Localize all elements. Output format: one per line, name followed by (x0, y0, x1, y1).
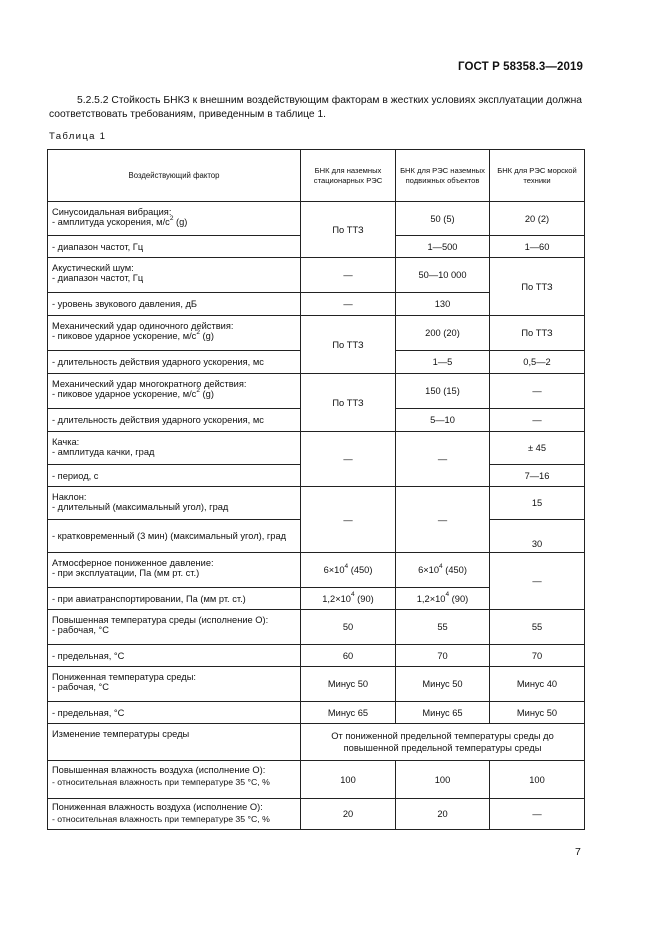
cell-value: 100 (301, 761, 396, 799)
cell-value: 100 (490, 761, 585, 799)
table-row (48, 432, 585, 465)
cell-value: 100 (396, 761, 490, 799)
table-caption: Таблица 1 (49, 131, 107, 142)
cell-value: 50 (5) (396, 202, 490, 236)
cell-value: $1,2\times 10^4$ (90) (301, 588, 396, 610)
table-row (48, 316, 585, 351)
row-param: - пиковое ударное ускорение, $м/с^2$ (g) (52, 328, 214, 341)
row-title: Акустический шум: (52, 263, 134, 273)
cell-value: По ТТЗ (490, 316, 585, 351)
cell-value: $6\times 10^4$ (450) (301, 553, 396, 588)
cell-value: 200 (20) (396, 316, 490, 351)
row-param: - при эксплуатации, Па (мм рт. ст.) (52, 568, 200, 578)
row-param: - рабочая, °С (52, 682, 109, 692)
row-param: - рабочая, °С (52, 625, 109, 635)
row-title: Наклон: (52, 492, 87, 502)
cell-value: — (490, 799, 585, 830)
cell-value: Минус 65 (396, 702, 490, 724)
cell-value: Минус 50 (490, 702, 585, 724)
row-param: - предельная, °С (48, 702, 301, 724)
cell-value: 1—60 (490, 236, 585, 258)
row-title: Повышенная температура среды (исполнение О): (52, 615, 269, 625)
cell-value: 0,5—2 (490, 351, 585, 374)
header-stationary: БНК для наземных стационарных РЭС (301, 150, 396, 202)
header-factor: Воздействующий фактор (48, 150, 301, 202)
cell-value: 55 (490, 610, 585, 645)
table-row (48, 553, 585, 588)
cell-value: Минус 40 (490, 667, 585, 702)
cell-value: 70 (396, 645, 490, 667)
row-param: - длительный (максимальный угол), град (52, 502, 229, 512)
cell-value: 50—10 000 (396, 258, 490, 293)
row-param: - при авиатранспортировании, Па (мм рт. ст.) (48, 588, 301, 610)
cell-value: 30 (490, 520, 585, 553)
cell-value: — (490, 409, 585, 432)
row-param: - амплитуда качки, град (52, 447, 155, 457)
table-row (48, 258, 585, 293)
cell-value: $1,2\times 10^4$ (90) (396, 588, 490, 610)
requirements-table (47, 149, 585, 830)
table-row (48, 724, 585, 761)
cell-value: — (490, 553, 585, 610)
row-param: - диапазон частот, Гц (48, 236, 301, 258)
row-param: - длительность действия ударного ускорения, мс (48, 409, 301, 432)
cell-value: 1—500 (396, 236, 490, 258)
cell-value: 1—5 (396, 351, 490, 374)
cell-value: 50 (301, 610, 396, 645)
cell-value: 20 (2) (490, 202, 585, 236)
row-title: Синусоидальная вибрация: (52, 207, 172, 217)
header-mobile: БНК для РЭС наземных подвижных объектов (396, 150, 490, 202)
table-row (48, 645, 585, 667)
row-param: - относительная влажность при температуре 35 °С, % (52, 814, 270, 824)
cell-value: 70 (490, 645, 585, 667)
cell-value: Минус 65 (301, 702, 396, 724)
intro-paragraph: 5.2.5.2 Стойкость БНКЗ к внешним воздействующим факторам в жестких условиях эксплуатации должна соответствовать требованиям, приведенным в таблице 1. (49, 95, 582, 120)
cell-value: — (301, 487, 396, 553)
cell-value: По ТТЗ (301, 316, 396, 374)
standard-number: ГОСТ Р 58358.3—2019 (458, 61, 583, 73)
cell-value: 55 (396, 610, 490, 645)
cell-value: По ТТЗ (301, 202, 396, 258)
cell-value: 20 (301, 799, 396, 830)
cell-value: — (301, 258, 396, 293)
page-number: 7 (575, 846, 581, 858)
cell-value: По ТТЗ (301, 374, 396, 432)
cell-value: — (301, 293, 396, 316)
table-row (48, 374, 585, 409)
row-param: - предельная, °С (48, 645, 301, 667)
row-title: Качка: (52, 437, 80, 447)
row-title: Изменение температуры среды (48, 724, 301, 761)
table-row (48, 761, 585, 799)
row-title: Пониженная температура среды: (52, 672, 196, 682)
row-title: Атмосферное пониженное давление: (52, 558, 214, 568)
table-row (48, 799, 585, 830)
cell-value: 130 (396, 293, 490, 316)
row-title: Механический удар многократного действия: (52, 379, 247, 389)
row-param: - длительность действия ударного ускорения, мс (48, 351, 301, 374)
cell-value: Минус 50 (396, 667, 490, 702)
table-row (48, 202, 585, 236)
row-param: - диапазон частот, Гц (52, 273, 144, 283)
row-title: Повышенная влажность воздуха (исполнение О): (52, 765, 266, 775)
cell-value: $6\times 10^4$ (450) (396, 553, 490, 588)
cell-value: — (301, 432, 396, 487)
cell-value: — (396, 432, 490, 487)
row-title: Пониженная влажность воздуха (исполнение О): (52, 802, 263, 812)
cell-value: ± 45 (490, 432, 585, 465)
row-title: Механический удар одиночного действия: (52, 321, 234, 331)
cell-value: — (396, 487, 490, 553)
row-param: - кратковременный (3 мин) (максимальный угол), град (48, 520, 301, 553)
header-marine: БНК для РЭС морской техники (490, 150, 585, 202)
cell-value: 15 (490, 487, 585, 520)
table-row (48, 610, 585, 645)
cell-value: — (490, 374, 585, 409)
table-row (48, 667, 585, 702)
table-row (48, 702, 585, 724)
cell-value: Минус 50 (301, 667, 396, 702)
cell-value: 5—10 (396, 409, 490, 432)
row-param: - уровень звукового давления, дБ (48, 293, 301, 316)
cell-value: 20 (396, 799, 490, 830)
row-param: - пиковое ударное ускорение, $м/с^2$ (g) (52, 386, 214, 399)
cell-value: 7—16 (490, 465, 585, 487)
cell-value: От пониженной предельной температуры среды до повышенной предельной температуры среды (301, 724, 585, 761)
table-row (48, 487, 585, 520)
row-param: - относительная влажность при температуре 35 °С, % (52, 777, 270, 787)
cell-value: По ТТЗ (490, 258, 585, 316)
cell-value: 60 (301, 645, 396, 667)
row-param: - амплитуда ускорения, $м/с^2$ (g) (52, 214, 188, 227)
cell-value: 150 (15) (396, 374, 490, 409)
row-param: - период, с (48, 465, 301, 487)
